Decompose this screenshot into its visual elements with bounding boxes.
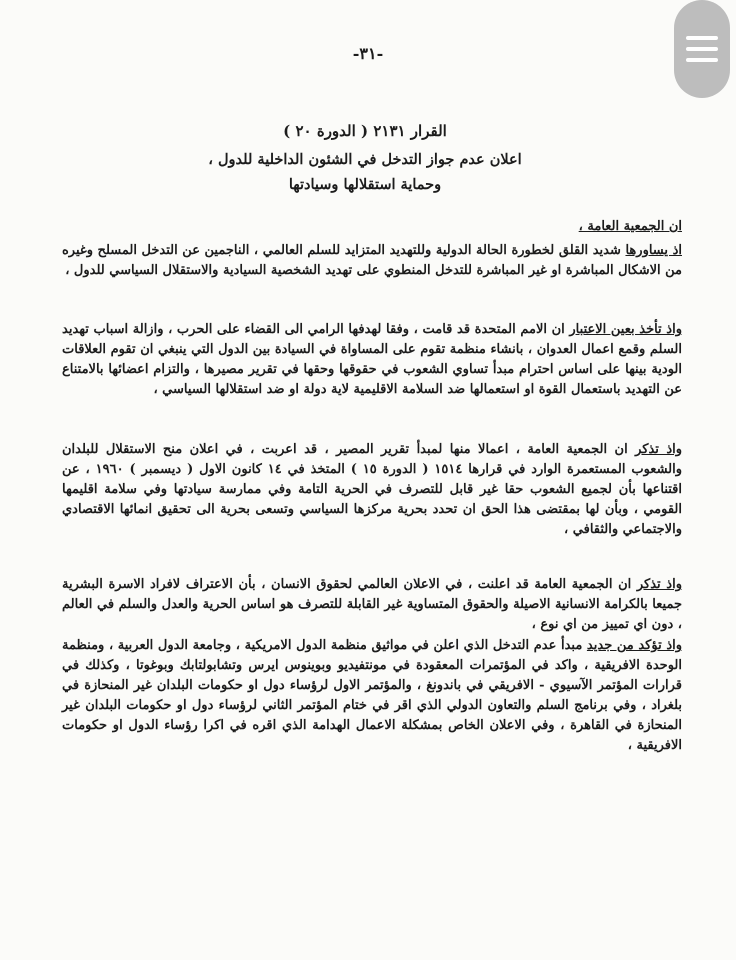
paragraph-3 <box>62 440 682 540</box>
page-number: -٣١- <box>352 44 384 63</box>
menu-icon <box>686 36 718 40</box>
paragraph-lead: واذ تؤكد من جديد <box>586 638 682 653</box>
paragraph-5 <box>62 636 682 756</box>
resolution-subtitle-line1: اعلان عدم جواز التدخل في الشئون الداخلية للدول ، <box>208 151 522 168</box>
intro-line: ان الجمعية العامة ، <box>578 219 682 234</box>
paragraph-4 <box>62 575 682 635</box>
paragraph-text: ان الجمعية العامة ، اعمالا منها لمبدأ تقرير المصير ، قد اعربت ، في اعلان منح الاستقلال للبلدان والشعوب المستعمرة الوارد في قرارها ١٥١٤ ( الدورة ١٥ ) المتخذ في ١٤ كانون الاول ( ديسمبر ) ١٩٦٠ ، عن اقتناعها بأن لجميع الشعوب حقا غير قابل للتصرف في الحرية التامة وفي ممارسة سيادتها وفي سلامة اقليمها القومي ، وبأن لها بمقتضى هذا الحق ان تحدد بحرية مركزها السياسي وتسعى بحرية الى تحقيق انمائها الاقتصادي والاجتماعي والثقافي ، <box>62 442 683 537</box>
resolution-title: القرار ٢١٣١ ( الدورة ٢٠ ) <box>283 122 447 140</box>
paragraph-text: مبدأ عدم التدخل الذي اعلن في مواثيق منظمة الدول الامريكية ، وجامعة الدول العربية ، ومنظمة الوحدة الافريقية ، واكد في المؤتمرات المعقودة في مونتفيديو وبوينوس ايرس وتشابولتابك وبوغوتا ، وكذلك في قرارات المؤتمر الآسيوي - الافريقي في باندونغ ، والمؤتمر الاول لرؤساء دول او حكومات البلدان غير المنحازة في بلغراد ، وفي برنامج السلم والتعاون الدولي الذي اقر في ختام المؤتمر الثاني لرؤساء دول او حكومات البلدان غير المنحازة في القاهرة ، وفي الاعلان الخاص بمشكلة الاعمال الهدامة الذي اقره في اكرا رؤساء الدول او حكومات الافريقية ، <box>62 638 682 753</box>
paragraph-1 <box>62 241 682 281</box>
resolution-subtitle-line2: وحماية استقلالها وسيادتها <box>288 176 442 193</box>
paragraph-lead: واذ تأخذ بعين الاعتبار <box>569 322 682 337</box>
paragraph-lead: اذ يساورها <box>625 243 682 258</box>
paragraph-text: شديد القلق لخطورة الحالة الدولية وللتهديد المتزايد للسلم العالمي ، الناجمين عن التدخل المسلح وغيره من الاشكال المباشرة او غير المباشرة للتدخل المنطوي على تهديد الشخصية السيادية والاستقلال السياسي للدول ، <box>62 243 682 278</box>
paragraph-text: ان الجمعية العامة قد اعلنت ، في الاعلان العالمي لحقوق الانسان ، بأن الاعتراف لافراد الاسرة البشرية جميعا بالكرامة الانسانية الاصيلة والحقوق المتساوية غير القابلة للتصرف هو اساس الحرية والعدل والسلم في العالم ، دون اي تمييز من اي نوع ، <box>62 577 682 632</box>
paragraph-text: ان الامم المتحدة قد قامت ، وفقا لهدفها الرامي الى القضاء على الحرب ، وازالة اسباب تهديد السلم وقمع اعمال العدوان ، بانشاء منظمة تقوم على المساواة في السيادة بين الدول التي ينبغي ان تقوم العلاقات الودية بينها على اساس احترام مبدأ تساوي الشعوب في حقوقها وحقها في تقرير مصيرها ، والتزام اعضائها بالامتناع عن التهديد باستعمال القوة او استعمالها ضد السلامة الاقليمية لاية دولة او ضد استقلالها السياسي ، <box>62 322 682 397</box>
paragraph-lead: واذ تذكر <box>636 577 682 592</box>
paragraph-lead: واذ تذكر <box>635 442 683 457</box>
paragraph-2 <box>62 320 682 400</box>
